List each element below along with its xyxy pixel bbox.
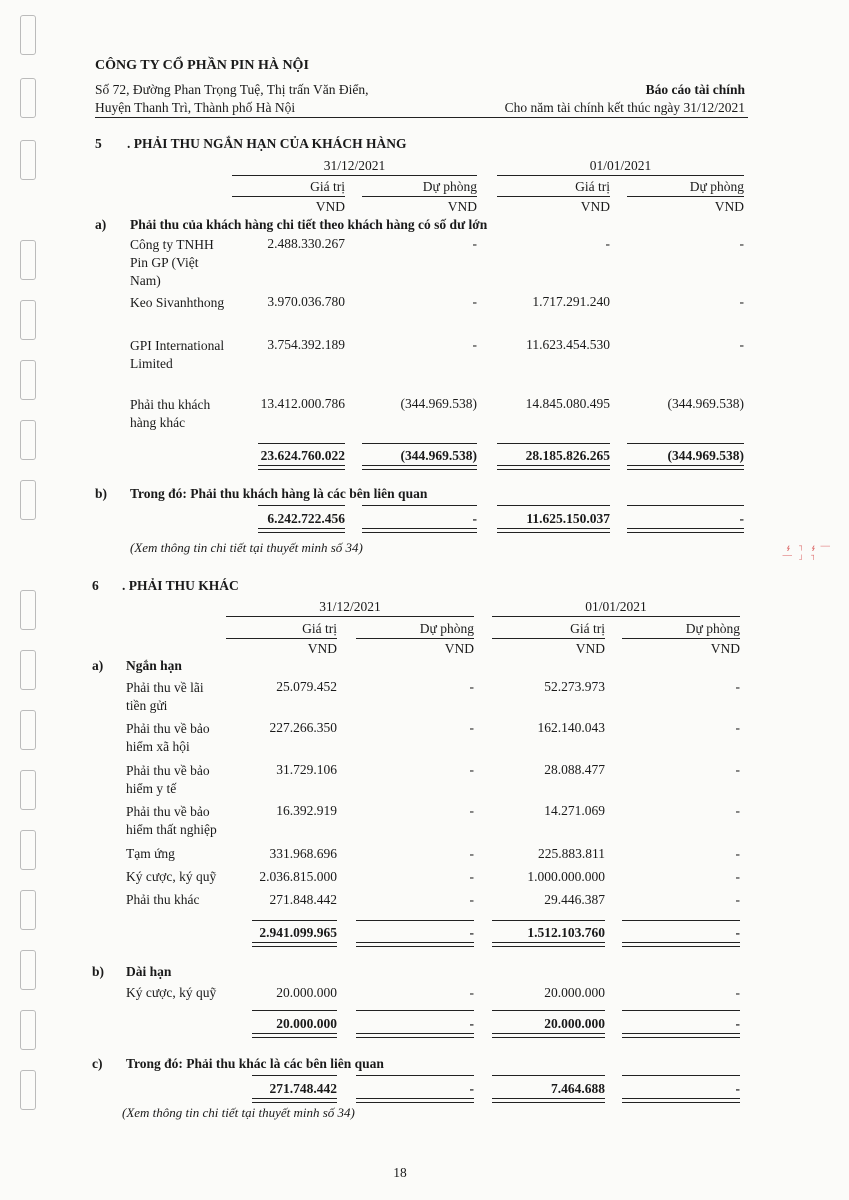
binder-hole [20,78,36,118]
s6-row-p1: - [469,803,474,818]
binder-hole [20,650,36,690]
binder-hole [20,420,36,460]
s6-b-total-top-rule [622,1010,740,1011]
s5-b-double-rule [258,528,345,533]
s5-date-col1: 31/12/2021 [323,158,386,173]
s5-total-double-rule [497,465,610,470]
s5-date-rule-2 [497,175,744,176]
s5-total-v2: 28.185.826.265 [525,448,610,463]
s5-unit-4: VND [714,199,744,214]
s5-date-rule-1 [232,175,477,176]
s6-c-double-rule [252,1098,337,1103]
s5-col-prov-1: Dự phòng [422,179,477,194]
s6-col-rule-2 [356,638,474,639]
s6-row-p1: - [469,762,474,777]
s5-b-top-rule [362,505,477,506]
report-period: Cho năm tài chính kết thúc ngày 31/12/2021 [504,100,745,115]
s6-c-title: Trong đó: Phải thu khác là các bên liên quan [126,1056,384,1071]
s5-row-p2: (344.969.538) [667,396,744,411]
s6-row-label: Phải thu về bảo hiểm thất nghiệp [126,804,217,837]
section-6-number: 6 [92,578,99,593]
s6-row-p1: - [469,869,474,884]
s6-a-total-double-rule [252,942,337,947]
s5-total-double-rule [362,465,477,470]
s5-col-value-2: Giá trị [575,179,610,194]
s6-b-total-double-rule [356,1033,474,1038]
s6-col-value-2: Giá trị [570,621,605,636]
s6-a-total-v2: 1.512.103.760 [527,925,605,940]
s5-row-p1: - [472,337,477,352]
s5-total-double-rule [627,465,744,470]
s5-row-v1: 3.970.036.780 [267,294,345,309]
s6-b-title: Dài hạn [126,964,172,979]
s5-row-v1: 2.488.330.267 [267,236,345,251]
s5-row-v2: 11.623.454.530 [526,337,610,352]
s5-row-label: Keo Sivanhthong [130,295,225,310]
s5-total-p2: (344.969.538) [667,448,744,463]
s5-row-label: Phải thu khách hàng khác [130,397,211,430]
s5-row-p2: - [739,236,744,251]
s5-row-p1: - [472,294,477,309]
s6-note: (Xem thông tin chi tiết tại thuyết minh số 34) [122,1105,355,1120]
s6-b-row-v1: 20.000.000 [276,985,337,1000]
s6-col-rule-4 [622,638,740,639]
s6-c-top-rule [622,1075,740,1076]
binder-hole [20,770,36,810]
s6-b-total-top-rule [252,1010,337,1011]
s6-row-p2: - [735,803,740,818]
s6-row-p2: - [735,892,740,907]
s6-c-mark: c) [92,1056,103,1071]
s6-a-total-top-rule [252,920,337,921]
s5-b-double-rule [627,528,744,533]
s5-row-p2: - [739,337,744,352]
s6-col-prov-2: Dự phòng [685,621,740,636]
s6-b-total-v2: 20.000.000 [544,1016,605,1031]
s5-total-double-rule [258,465,345,470]
s6-row-v2: 162.140.043 [537,720,605,735]
s5-row-v1: 3.754.392.189 [267,337,345,352]
s6-row-p2: - [735,679,740,694]
s6-b-total-double-rule [252,1033,337,1038]
section-5-number: 5 [95,136,102,151]
s6-c-p2: - [735,1081,740,1096]
binder-hole [20,1010,36,1050]
s5-unit-1: VND [315,199,345,214]
s5-unit-3: VND [580,199,610,214]
s5-col-rule-2 [362,196,477,197]
s6-row-v1: 16.392.919 [276,803,337,818]
s6-row-v2: 14.271.069 [544,803,605,818]
binder-hole [20,1070,36,1110]
s6-row-p1: - [469,720,474,735]
s6-a-total-double-rule [622,942,740,947]
s6-row-label: Phải thu khác [126,892,200,907]
s6-c-v2: 7.464.688 [551,1081,605,1096]
s5-row-label: GPI International Limited [130,338,225,371]
s6-row-v1: 227.266.350 [269,720,337,735]
s6-unit-3: VND [575,641,605,656]
s6-date-rule-1 [226,616,474,617]
s5-col-rule-3 [497,196,610,197]
binder-hole [20,480,36,520]
s6-a-total-double-rule [492,942,605,947]
section-6-title: . PHẢI THU KHÁC [122,578,239,593]
s6-unit-4: VND [710,641,740,656]
s6-row-p2: - [735,869,740,884]
s5-total-top-rule [362,443,477,444]
s5-row-v2: 14.845.080.495 [525,396,610,411]
s5-b-title: Trong đó: Phải thu khách hàng là các bên liên quan [130,486,428,501]
s5-b-double-rule [362,528,477,533]
s5-total-p1: (344.969.538) [400,448,477,463]
s6-b-mark: b) [92,964,105,979]
s6-c-top-rule [252,1075,337,1076]
s6-c-v1: 271.748.442 [269,1081,337,1096]
s5-b-v2: 11.625.150.037 [526,511,610,526]
binder-hole [20,830,36,870]
s5-total-v1: 23.624.760.022 [260,448,345,463]
s5-row-p1: - [472,236,477,251]
s6-b-row-p1: - [469,985,474,1000]
company-address-line2: Huyện Thanh Trì, Thành phố Hà Nội [95,100,296,115]
binder-hole [20,890,36,930]
binder-hole [20,140,36,180]
s6-row-v2: 52.273.973 [544,679,605,694]
s5-col-rule-1 [232,196,345,197]
s6-row-p1: - [469,846,474,861]
s5-b-p2: - [739,511,744,526]
s6-row-v1: 31.729.106 [276,762,337,777]
s5-row-v2: 1.717.291.240 [532,294,610,309]
s6-b-row-p2: - [735,985,740,1000]
s6-date-rule-2 [492,616,740,617]
s5-a-mark: a) [95,217,107,232]
binder-hole [20,15,36,55]
s6-date-col1: 31/12/2021 [319,599,381,614]
s6-a-title: Ngắn hạn [126,658,182,673]
s5-unit-2: VND [447,199,477,214]
s5-b-mark: b) [95,486,108,501]
s6-a-mark: a) [92,658,104,673]
s5-b-p1: - [472,511,477,526]
s6-row-label: Tạm ứng [126,846,175,861]
s6-a-total-top-rule [492,920,605,921]
s6-row-v2: 225.883.811 [538,846,605,861]
s6-row-v2: 1.000.000.000 [527,869,605,884]
s6-b-total-top-rule [492,1010,605,1011]
report-title: Báo cáo tài chính [645,82,745,97]
s6-col-rule-1 [226,638,337,639]
s6-a-total-v1: 2.941.099.965 [259,925,337,940]
header-rule [95,117,748,118]
s5-date-col2: 01/01/2021 [589,158,652,173]
s5-row-v1: 13.412.000.786 [260,396,345,411]
s6-row-v1: 25.079.452 [276,679,337,694]
s6-c-p1: - [469,1081,474,1096]
s5-b-top-rule [497,505,610,506]
s6-row-label: Ký cược, ký quỹ [126,869,217,884]
s6-c-double-rule [492,1098,605,1103]
s5-total-top-rule [497,443,610,444]
company-name: CÔNG TY CỔ PHẦN PIN HÀ NỘI [95,58,309,73]
page-number: 18 [393,1165,407,1180]
binder-hole [20,590,36,630]
s5-col-prov-2: Dự phòng [689,179,744,194]
s6-unit-2: VND [444,641,474,656]
s5-row-label: Công ty TNHH Pin GP (Việt Nam) [130,237,214,288]
s6-row-p2: - [735,720,740,735]
s6-b-total-double-rule [622,1033,740,1038]
binder-hole [20,300,36,340]
s5-b-v1: 6.242.722.456 [267,511,345,526]
s6-b-total-top-rule [356,1010,474,1011]
binder-hole [20,360,36,400]
s6-row-p2: - [735,846,740,861]
s6-b-total-p1: - [469,1016,474,1031]
s6-row-p2: - [735,762,740,777]
s6-row-v1: 271.848.442 [269,892,337,907]
s6-row-label: Phải thu về bảo hiểm xã hội [126,721,210,754]
s6-row-v1: 331.968.696 [269,846,337,861]
binder-hole [20,710,36,750]
s5-b-top-rule [627,505,744,506]
s6-c-double-rule [622,1098,740,1103]
s5-row-p1: (344.969.538) [400,396,477,411]
s6-row-v2: 28.088.477 [544,762,605,777]
s6-row-p1: - [469,679,474,694]
s6-c-top-rule [492,1075,605,1076]
s6-a-total-p1: - [469,925,474,940]
s6-row-v1: 2.036.815.000 [259,869,337,884]
s5-row-v2: - [605,236,610,251]
binder-hole [20,950,36,990]
s6-date-col2: 01/01/2021 [585,599,647,614]
s6-row-p1: - [469,892,474,907]
binder-hole [20,240,36,280]
s6-c-top-rule [356,1075,474,1076]
s6-b-total-p2: - [735,1016,740,1031]
s5-total-top-rule [258,443,345,444]
s6-a-total-double-rule [356,942,474,947]
s5-a-title: Phải thu của khách hàng chi tiết theo khách hàng có số dư lớn [130,217,488,232]
s5-b-double-rule [497,528,610,533]
s6-col-prov-1: Dự phòng [419,621,474,636]
s6-a-total-p2: - [735,925,740,940]
s6-b-total-double-rule [492,1033,605,1038]
s5-row-p2: - [739,294,744,309]
s5-b-top-rule [258,505,345,506]
s6-row-v2: 29.446.387 [544,892,605,907]
s6-c-double-rule [356,1098,474,1103]
s6-b-row-label: Ký cược, ký quỹ [126,985,217,1000]
s6-a-total-top-rule [622,920,740,921]
s5-note: (Xem thông tin chi tiết tại thuyết minh số 34) [130,540,363,555]
s6-col-rule-3 [492,638,605,639]
s5-col-value-1: Giá trị [310,179,345,194]
s6-row-label: Phải thu về bảo hiểm y tế [126,763,210,796]
s5-total-top-rule [627,443,744,444]
section-5-title: . PHẢI THU NGẮN HẠN CỦA KHÁCH HÀNG [127,136,407,151]
s5-col-rule-4 [627,196,744,197]
s6-b-row-v2: 20.000.000 [544,985,605,1000]
s6-a-total-top-rule [356,920,474,921]
s6-col-value-1: Giá trị [302,621,337,636]
s6-b-total-v1: 20.000.000 [276,1016,337,1031]
s6-row-label: Phải thu về lãi tiền gửi [126,680,204,713]
red-stamp-mark: | ⌁ ⌐ ⌐ ¬ ⌁ | [782,545,832,561]
s6-unit-1: VND [307,641,337,656]
company-address-line1: Số 72, Đường Phan Trọng Tuệ, Thị trấn Văn Điển, [95,82,369,97]
